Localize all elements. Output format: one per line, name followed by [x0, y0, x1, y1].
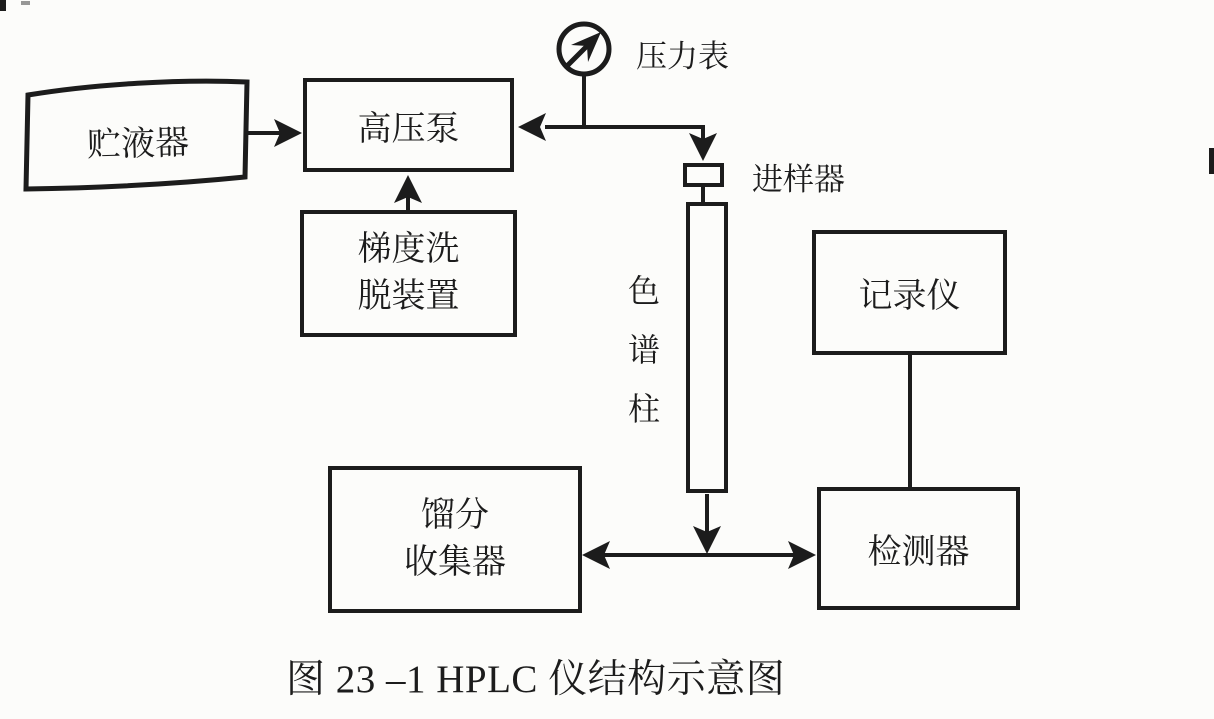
node-gradient-label-line2: 脱装置: [357, 277, 460, 315]
pump-outlet-line: [545, 127, 703, 140]
column-label-char-2: 谱: [628, 332, 661, 368]
node-recorder: [812, 230, 1007, 355]
node-column: [686, 202, 728, 493]
node-pump: [303, 78, 514, 172]
column-label-char-1: 色: [628, 273, 661, 309]
page-edge-mark: [1209, 148, 1214, 174]
corner-scan-dot: [21, 1, 30, 5]
node-recorder-label: 记录仪: [858, 278, 961, 315]
node-reservoir-label: 贮液器: [86, 124, 190, 165]
node-injector: [683, 163, 724, 187]
node-detector-label: 检测器: [867, 534, 970, 571]
node-gradient-label-line1: 梯度洗: [357, 230, 460, 268]
node-fraction-collector: [328, 466, 582, 613]
node-column-label: [628, 266, 660, 430]
node-injector-label: 进样器: [752, 162, 845, 197]
pressure-gauge-label: 压力表: [636, 39, 729, 74]
column-label-char-3: 柱: [628, 391, 661, 427]
figure-caption: 图 23 –1 HPLC 仪结构示意图: [286, 658, 786, 701]
node-pump-label: 高压泵: [357, 110, 460, 148]
arrowhead-into-pump-right: [518, 113, 546, 141]
node-detector: [817, 487, 1020, 610]
node-gradient-device: [300, 210, 517, 337]
node-collector-label-line2: 收集器: [404, 543, 506, 581]
corner-scan-mark: [0, 0, 6, 11]
node-collector-label-line1: 馏分: [421, 496, 489, 534]
